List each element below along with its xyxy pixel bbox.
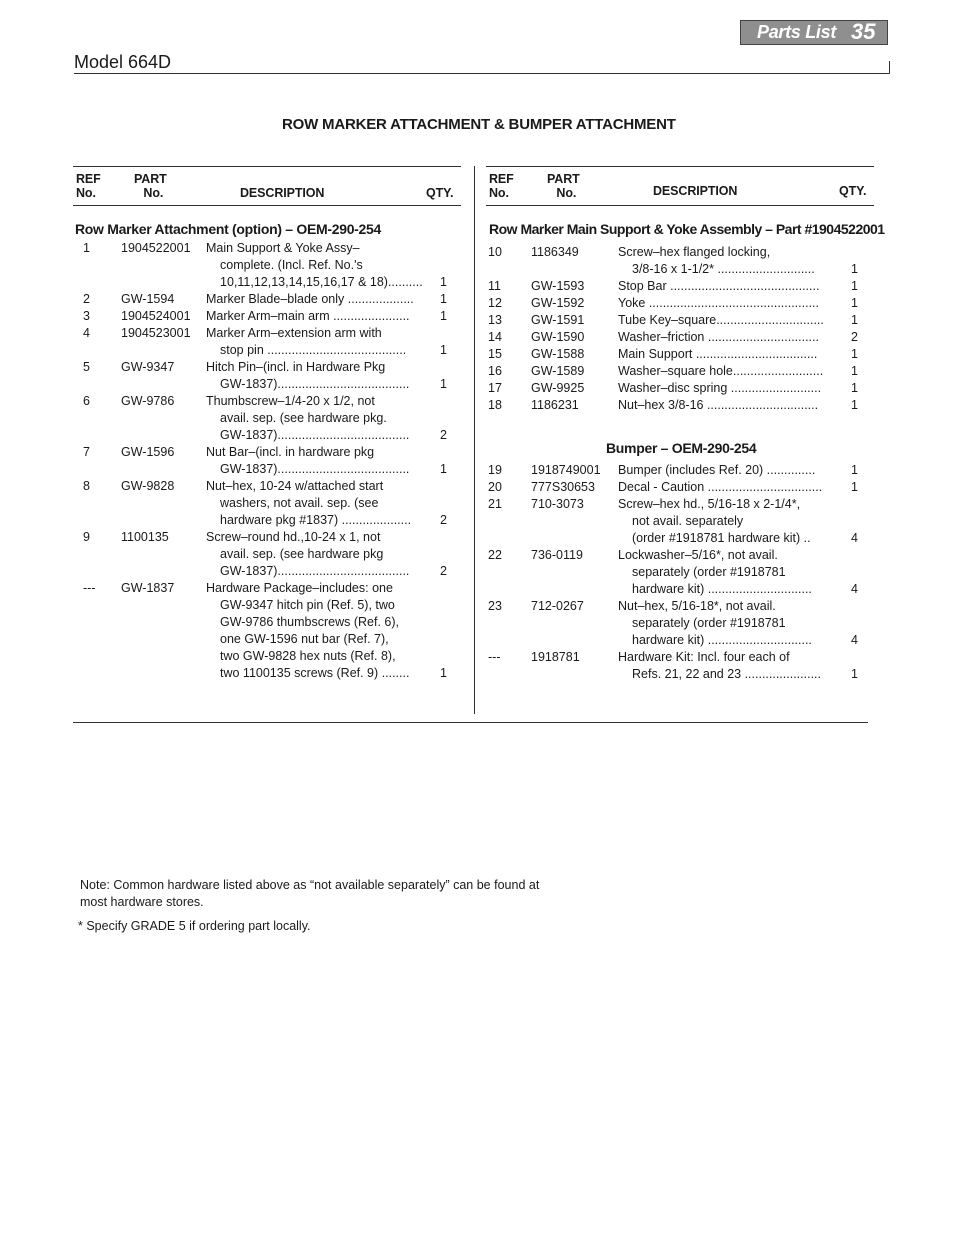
quantity: 1 [851,480,858,494]
ref-number: 13 [488,313,502,327]
part-description [206,580,430,682]
header-rule [74,73,890,74]
quantity: 1 [440,666,447,680]
description-line: hardware kit) .............................. [632,633,812,647]
description-line: Washer–friction ................................ [618,330,819,344]
part-description [206,529,430,580]
ref-number: 22 [488,548,502,562]
quantity: 1 [440,292,447,306]
bumper-group-title: Bumper – OEM-290-254 [606,440,757,456]
part-description [206,325,430,359]
part-description [618,462,826,479]
part-description [618,598,840,649]
part-number: GW-1837 [121,581,175,595]
ref-number: 18 [488,398,502,412]
part-description [618,496,840,547]
part-number: 1918749001 [531,463,601,477]
section-header-box [740,20,888,45]
description-line: Nut–hex 3/8-16 ................................ [618,398,819,412]
ref-number: 1 [83,241,90,255]
part-description [618,346,826,363]
description-line: two 1100135 screws (Ref. 9) ........ [220,666,410,680]
part-number: 1918781 [531,650,580,664]
description-line: Marker Arm–main arm ...................... [206,309,410,323]
quantity: 1 [851,279,858,293]
quantity: 1 [851,398,858,412]
description-line: (order #1918781 hardware kit) .. [632,531,811,545]
description-line: GW-1837)...................................... [220,462,410,476]
description-line: Nut–hex, 10-24 w/attached start [206,479,384,493]
description-line: GW-1837)...................................... [220,377,410,391]
part-description [206,359,430,393]
ref-number: 11 [488,279,501,293]
description-line: Yoke ................................................. [618,296,819,310]
quantity: 4 [851,582,858,596]
ref-number: 3 [83,309,90,323]
ref-number: 12 [488,296,502,310]
description-line: Screw–hex hd., 5/16-18 x 2-1/4*, [618,497,801,511]
quantity: 1 [851,667,858,681]
ref-number: 21 [488,497,502,511]
part-number: 1186231 [531,398,579,412]
right-table-header-rule [486,205,874,206]
quantity: 1 [440,275,447,289]
part-description [618,649,840,683]
part-description [206,393,430,444]
part-description [206,444,430,478]
part-number: GW-9347 [121,360,175,374]
quantity: 1 [440,462,447,476]
column-divider [474,166,475,714]
ref-number: 9 [83,530,90,544]
description-line: Stop Bar ........................................... [618,279,820,293]
right-table-top-rule [486,166,874,167]
ref-number: 7 [83,445,90,459]
part-number: 1904522001 [121,241,191,255]
description-line: Lockwasher–5/16*, not avail. [618,548,778,562]
part-number: GW-1588 [531,347,585,361]
right-col-ref-header: REF No. [489,172,514,200]
quantity: 1 [440,377,447,391]
ref-number: 8 [83,479,90,493]
description-line: Thumbscrew–1/4-20 x 1/2, not [206,394,375,408]
quantity: 1 [851,347,858,361]
table-bottom-rule [73,722,868,723]
quantity: 1 [851,364,858,378]
quantity: 1 [851,313,858,327]
description-line: Marker Arm–extension arm with [206,326,382,340]
ref-number: 19 [488,463,502,477]
ref-number: --- [488,650,501,664]
description-line: hardware kit) .............................. [632,582,812,596]
description-line: 10,11,12,13,14,15,16,17 & 18).......... [220,275,423,289]
description-line: washers, not avail. sep. (see [220,496,379,510]
part-number: GW-1596 [121,445,175,459]
quantity: 1 [440,309,447,323]
part-description [618,479,826,496]
description-line: Refs. 21, 22 and 23 ...................... [632,667,821,681]
left-col-ref-header: REF No. [76,172,101,200]
part-description [206,240,430,291]
quantity: 2 [851,330,858,344]
quantity: 1 [851,296,858,310]
quantity: 2 [440,564,447,578]
grade-note: * Specify GRADE 5 if ordering part locally. [78,919,311,933]
part-number: GW-1591 [531,313,585,327]
ref-number: --- [83,581,96,595]
ref-number: 15 [488,347,502,361]
description-line: avail. sep. (see hardware pkg [220,547,384,561]
part-number: 1100135 [121,530,169,544]
description-line: Hitch Pin–(incl. in Hardware Pkg [206,360,386,374]
left-col-part-header: PART No. [134,172,167,200]
description-line: Hardware Package–includes: one [206,581,393,595]
common-hardware-note: Note: Common hardware listed above as “not available separately” can be found at most hardware stores. [80,878,540,909]
part-number: 712-0267 [531,599,584,613]
part-description [618,278,826,295]
part-number: 777S30653 [531,480,595,494]
description-line: Nut–hex, 5/16-18*, not avail. [618,599,776,613]
model-label: Model 664D [74,52,172,72]
description-line: not avail. separately [632,514,744,528]
description-line: Washer–square hole.......................... [618,364,824,378]
page-title: ROW MARKER ATTACHMENT & BUMPER ATTACHMENT [282,116,676,133]
left-col-qty-header: QTY. [426,186,454,200]
part-description [618,244,840,278]
part-description [618,363,826,380]
part-number: GW-1594 [121,292,175,306]
part-number: GW-9925 [531,381,585,395]
left-table-top-rule [73,166,461,167]
description-line: one GW-1596 nut bar (Ref. 7), [220,632,389,646]
part-number: GW-9786 [121,394,175,408]
part-number: 1904523001 [121,326,191,340]
description-line: GW-1837)...................................... [220,428,410,442]
description-line: Main Support ................................... [618,347,818,361]
part-number: GW-1590 [531,330,585,344]
part-number: GW-1593 [531,279,585,293]
part-number: 1904524001 [121,309,191,323]
description-line: GW-1837)...................................... [220,564,410,578]
description-line: avail. sep. (see hardware pkg. [220,411,387,425]
description-line: separately (order #1918781 [632,616,786,630]
description-line: GW-9347 hitch pin (Ref. 5), two [220,598,395,612]
part-description [618,380,826,397]
ref-number: 10 [488,245,502,259]
part-number: GW-1589 [531,364,585,378]
quantity: 1 [440,343,447,357]
part-description [206,291,416,308]
right-group-title: Row Marker Main Support & Yoke Assembly – Part #1904522001 [489,221,885,237]
part-description [206,308,416,325]
description-line: stop pin ........................................ [220,343,407,357]
description-line: 3/8-16 x 1-1/2* ............................ [632,262,815,276]
part-number: 1186349 [531,245,579,259]
description-line: Washer–disc spring .......................... [618,381,822,395]
part-description [618,547,840,598]
part-number: 710-3073 [531,497,584,511]
part-description [618,329,826,346]
left-table-header-rule [73,205,461,206]
ref-number: 6 [83,394,90,408]
part-description [206,478,430,529]
quantity: 1 [851,381,858,395]
description-line: complete. (Incl. Ref. No.'s [220,258,363,272]
part-number: 736-0119 [531,548,583,562]
part-description [618,312,826,329]
ref-number: 16 [488,364,502,378]
ref-number: 20 [488,480,502,494]
description-line: Decal - Caution ................................. [618,480,823,494]
section-label: Parts List [757,22,837,42]
left-col-desc-header: DESCRIPTION [240,186,325,200]
quantity: 2 [440,428,447,442]
description-line: Hardware Kit: Incl. four each of [618,650,790,664]
quantity: 1 [851,262,858,276]
description-line: Bumper (includes Ref. 20) .............. [618,463,816,477]
ref-number: 4 [83,326,90,340]
header-rule-tick [889,61,890,74]
part-number: GW-1592 [531,296,585,310]
part-description [618,295,826,312]
ref-number: 5 [83,360,90,374]
ref-number: 2 [83,292,90,306]
ref-number: 14 [488,330,502,344]
left-group-title: Row Marker Attachment (option) – OEM-290-254 [75,221,382,237]
quantity: 4 [851,633,858,647]
description-line: two GW-9828 hex nuts (Ref. 8), [220,649,396,663]
right-col-desc-header: DESCRIPTION [653,184,738,198]
description-line: separately (order #1918781 [632,565,786,579]
quantity: 4 [851,531,858,545]
right-col-qty-header: QTY. [839,184,867,198]
description-line: Screw–round hd.,10-24 x 1, not [206,530,381,544]
description-line: Marker Blade–blade only ................... [206,292,414,306]
description-line: Nut Bar–(incl. in hardware pkg [206,445,375,459]
ref-number: 23 [488,599,502,613]
description-line: Tube Key–square............................... [618,313,824,327]
description-line: Screw–hex flanged locking, [618,245,771,259]
quantity: 1 [851,463,858,477]
description-line: hardware pkg #1837) .................... [220,513,412,527]
right-col-part-header: PART No. [547,172,580,200]
part-description [618,397,826,414]
quantity: 2 [440,513,447,527]
page-number: 35 [851,19,876,44]
part-number: GW-9828 [121,479,175,493]
ref-number: 17 [488,381,502,395]
description-line: GW-9786 thumbscrews (Ref. 6), [220,615,399,629]
description-line: Main Support & Yoke Assy– [206,241,360,255]
